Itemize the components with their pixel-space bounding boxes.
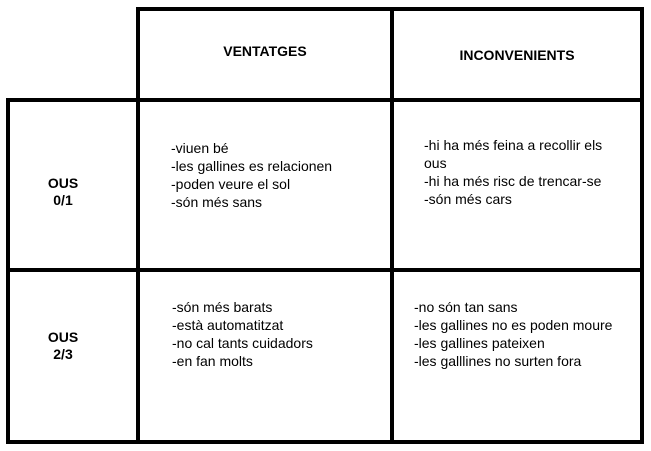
header-advantages: VENTATGES [223, 43, 307, 59]
table-border-header [6, 98, 644, 102]
list-item: -són més cars [424, 191, 512, 207]
row-label-line: OUS [47, 175, 79, 191]
list-item: -les galllines no surten fora [414, 353, 582, 369]
list-item: -en fan molts [172, 353, 253, 369]
list-item: -viuen bé [171, 140, 229, 156]
row-label-line: 2/3 [53, 346, 73, 362]
list-item: -són més sans [171, 194, 263, 210]
list-item: -no cal tants cuidadors [172, 335, 313, 351]
table-border-col1 [136, 7, 140, 444]
advantages-list-row2 [172, 298, 386, 370]
row-label-line: OUS [47, 329, 79, 345]
advantages-list-row1 [171, 139, 385, 211]
list-item: -poden veure el sol [171, 176, 291, 192]
table-border-middle [6, 268, 644, 272]
disadvantages-list-row1 [424, 136, 628, 208]
list-item: -hi ha més risc de trencar-se [424, 173, 602, 189]
table-border-left [6, 98, 10, 444]
list-item: -són més barats [172, 299, 273, 315]
list-item: -les gallines no es poden moure [414, 317, 613, 333]
list-item: -hi ha més feina a recollir els ous [424, 137, 603, 171]
list-item: -les gallines pateixen [414, 335, 545, 351]
list-item: -les gallines es relacionen [171, 158, 333, 174]
row-label-ous-0-1 [10, 175, 116, 209]
table-border-col2 [390, 7, 394, 444]
table-border-right [640, 7, 644, 444]
disadvantages-list-row2 [414, 298, 614, 370]
table-border-bottom [6, 440, 644, 444]
list-item: -està automatitzat [172, 317, 284, 333]
header-disadvantages: INCONVENIENTS [459, 47, 575, 63]
list-item: -no són tan sans [414, 299, 518, 315]
row-label-ous-2-3 [10, 329, 116, 363]
row-label-line: 0/1 [53, 192, 73, 208]
